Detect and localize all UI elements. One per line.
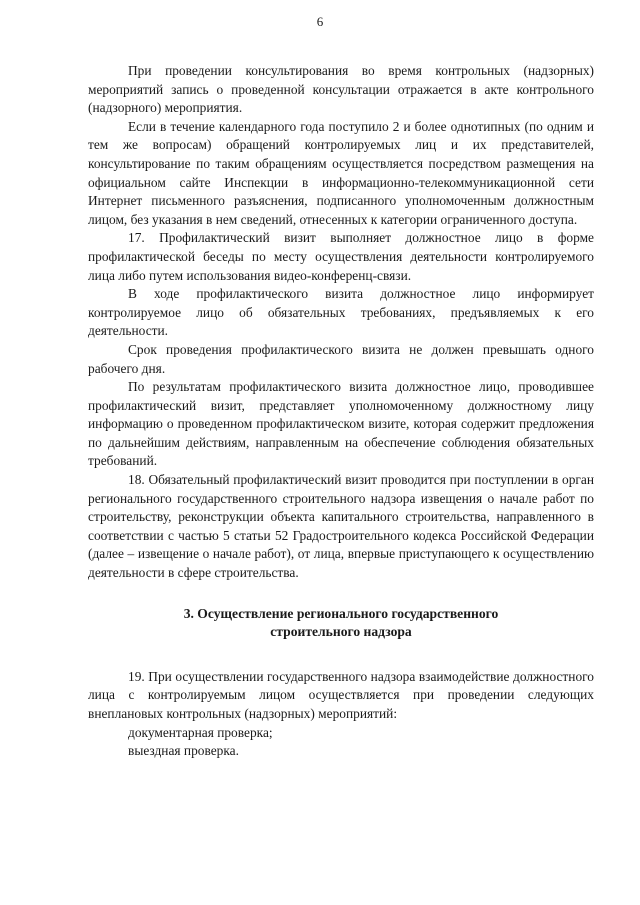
paragraph-19: 19. При осуществлении государственного надзора взаимодействие должностного лица с контролируемым лицом осуществляется при проведении следующих внеплановых контрольных (надзорных) мероприятий:: [88, 668, 594, 721]
section-3-heading-line-2: строительного надзора: [270, 624, 412, 640]
section-3-heading-line-1: 3. Осуществление регионального государственного: [183, 605, 499, 621]
paragraph-visit-duration: Срок проведения профилактического визита не должен превышать одного рабочего дня.: [88, 341, 594, 376]
paragraph-consultation-repeated: Если в течение календарного года поступило 2 и более однотипных (по одним и тем же вопросам) обращений контролируемых лиц и их представителей, консультирование по таким обращениям осуществляется посредством размещения на официальном сайте Инспекции в информационно-телекоммуникационной сети Интернет письменного разъяснения, подписанного уполномоченным должностным лицом, без указания в нем сведений, отнесенных к категории ограниченного доступа.: [88, 118, 594, 227]
paragraph-17: 17. Профилактический визит выполняет должностное лицо в форме профилактической беседы по месту осуществления деятельности контролируемого лица либо путем использования видео-конференц-связи.: [88, 230, 594, 283]
paragraph-visit-results: По результатам профилактического визита должностное лицо, проводившее профилактический визит, представляет уполномоченному должностному лицу информацию о проведенном профилактическом визите, которая содержит предложения по дальнейшим действиям, направленным на обеспечение соблюдения обязательных требований.: [88, 379, 594, 469]
list-item: документарная проверка;: [128, 724, 273, 740]
section-3-heading: [88, 605, 594, 642]
paragraph-18: 18. Обязательный профилактический визит проводится при поступлении в орган регионального государственного строительного надзора извещения о начале работ по строительству, реконструкции объекта капитального строительства, направленного в соответствии с частью 5 статьи 52 Градостроительного кодекса Российской Федерации (далее – извещение о начале работ), от лица, впервые приступающего к осуществлению деятельности в сфере строительства.: [88, 472, 594, 581]
paragraph-visit-inform: В ходе профилактического визита должностное лицо информирует контролируемое лицо об обязательных требованиях, предъявляемых к его деятельности.: [88, 286, 594, 339]
list-item: выездная проверка.: [128, 743, 239, 759]
document-body: [88, 62, 594, 761]
paragraph-consultation-record: При проведении консультирования во время контрольных (надзорных) мероприятий запись о проведенной консультации отражается в акте контрольного (надзорного) мероприятия.: [88, 63, 594, 116]
page-number: 6: [316, 14, 324, 29]
